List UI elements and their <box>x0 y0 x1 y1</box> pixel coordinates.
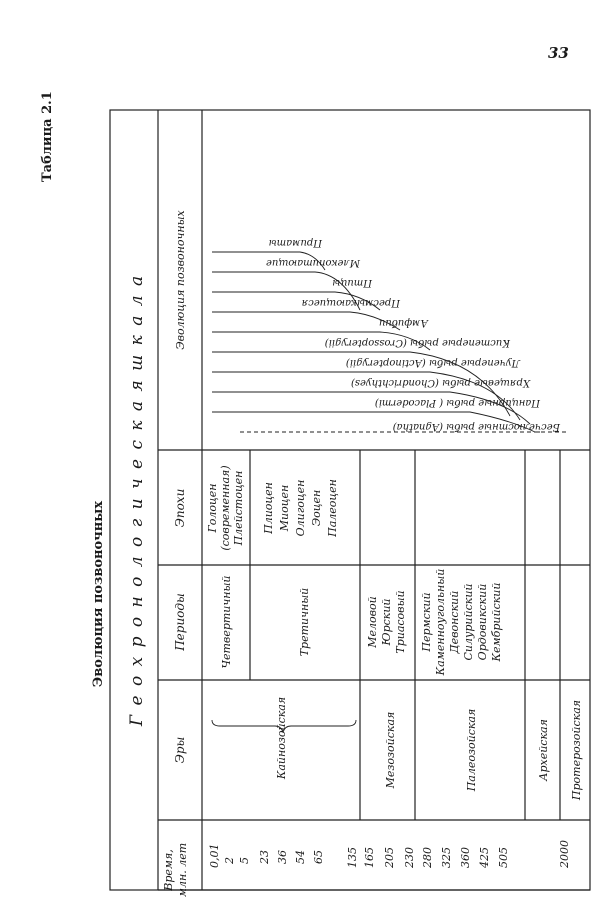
period-ordovician: Ордовикский <box>476 583 489 661</box>
time-value: 505 <box>497 847 510 868</box>
time-value: 165 <box>363 847 376 868</box>
time-value: 280 <box>421 847 434 868</box>
epoch-eocene: Эоцен <box>310 489 323 527</box>
lineage-chondrichthyes: Хрящевые рыбы (Chondrichthyes) <box>350 377 530 388</box>
epoch-miocene: Миоцен <box>278 484 291 532</box>
era-proterozoic: Протерозойская <box>570 699 583 801</box>
time-value: 54 <box>294 850 307 864</box>
geochronological-scale-banner: Г е о х р о н о л о г и ч е с к а я ш к а л а <box>127 273 147 727</box>
period-tertiary: Третичный <box>298 587 311 657</box>
time-value: 23 <box>258 850 271 864</box>
lineage-actinopterygii: Лучеперые рыбы (Actinopterygii) <box>345 357 520 368</box>
header-periods: Периоды <box>173 593 187 651</box>
time-value: 2000 <box>558 840 571 868</box>
era-archean: Архейская <box>537 719 550 781</box>
lineage-mammalia: Млекопитающие <box>265 257 360 268</box>
period-silurian: Силурийский <box>462 583 475 661</box>
epoch-oligocene: Олигоцен <box>294 479 307 537</box>
time-value: 65 <box>312 850 325 864</box>
time-value: 0,01 <box>208 843 221 868</box>
table-label: Таблица 2.1 <box>40 91 55 182</box>
period-quaternary: Четвертичный <box>220 575 233 669</box>
era-mesozoic: Мезозойская <box>384 711 397 789</box>
lineage-placodermi: Панцирные рыбы ( Placodermi) <box>374 397 540 408</box>
reptilia-branch <box>212 312 400 330</box>
lineage-amphibia: Амфибии <box>378 317 428 328</box>
header-time: Время, <box>162 849 175 891</box>
period-jurassic: Юрский <box>380 598 393 646</box>
lineage-reptilia: Пресмыкающиеся <box>301 297 400 308</box>
epoch-pliocene: Плиоцен <box>262 482 275 534</box>
rotated-table-page <box>91 110 590 898</box>
time-value: 230 <box>403 847 416 868</box>
time-value: 425 <box>478 847 491 868</box>
time-value: 205 <box>383 847 396 868</box>
lineage-crossopterygii: Кистеперые рыбы (Crossopterygii) <box>324 337 510 348</box>
evolution-table <box>91 110 590 898</box>
epoch-holocene-note: (современная) <box>219 465 232 551</box>
header-epochs: Эпохи <box>173 488 187 528</box>
epoch-pleistocene: Плейстоцен <box>232 470 245 546</box>
lineage-agnatha: Бесчелюстные рыбы (Agnatha) <box>392 421 560 432</box>
time-value: 360 <box>459 847 472 868</box>
header-evolution: Эволюция позвоночных <box>174 210 187 350</box>
time-value: 135 <box>346 847 359 868</box>
period-cambrian: Кембрийский <box>490 582 503 662</box>
epoch-paleocene: Палеоцен <box>326 479 339 537</box>
time-value: 5 <box>238 857 251 864</box>
page-number: 33 <box>548 44 569 62</box>
period-carboniferous: Каменноугольный <box>434 568 447 676</box>
epoch-holocene: Голоцен <box>206 483 219 533</box>
time-value: 2 <box>223 857 236 864</box>
period-devonian: Девонский <box>448 590 461 654</box>
lineage-aves: Птицы <box>332 277 372 288</box>
era-cenozoic: Кайнозойская <box>275 696 288 780</box>
period-permian: Пермский <box>420 592 433 652</box>
time-value: 36 <box>276 850 289 864</box>
header-eras: Эры <box>173 736 187 764</box>
lineage-primates: Приматы <box>268 237 322 248</box>
period-cretaceous: Меловой <box>366 596 379 648</box>
era-paleozoic: Палеозойская <box>465 708 478 792</box>
time-value: 325 <box>440 847 453 868</box>
period-triassic: Триасовый <box>394 590 407 654</box>
table-title: Эволюция позвоночных <box>91 500 106 688</box>
header-time-unit: млн. лет <box>176 842 189 898</box>
